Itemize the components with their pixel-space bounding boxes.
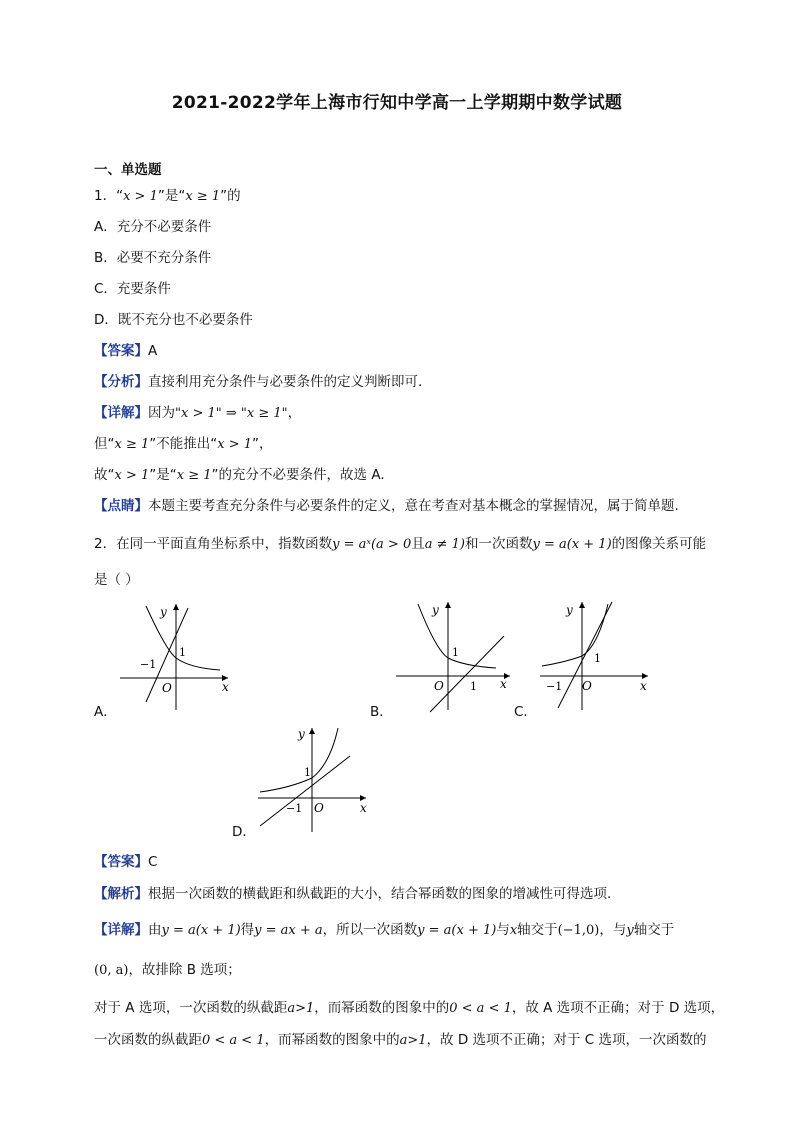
q1-answer <box>94 341 157 361</box>
q1-analysis <box>94 372 422 392</box>
q1-stem-end: ”的 <box>220 188 241 204</box>
q1-detail-3 <box>94 465 385 486</box>
q2-math-linear: y = a(x + 1) <box>532 537 612 552</box>
answer-tag: 【答案】 <box>94 343 148 359</box>
q1-option-c: C．充要条件 <box>94 281 171 297</box>
q1-detail-2 <box>94 434 273 455</box>
x-label: x <box>640 679 647 693</box>
q2-d1-b: 得 <box>240 922 255 938</box>
tick-one: 1 <box>179 646 186 659</box>
y-label: y <box>432 603 439 617</box>
tick-one: 1 <box>594 652 601 665</box>
q1-math-a: x > 1 <box>123 189 158 204</box>
tick-one: 1 <box>304 766 311 779</box>
q2-d1-y: y <box>626 923 634 938</box>
q2-d1-f3: y = a(x + 1) <box>417 923 497 938</box>
y-axis-arrow <box>445 602 451 608</box>
graph-a <box>116 598 236 714</box>
tick-neg-one: −1 <box>546 680 563 693</box>
analysis-tag: 【分析】 <box>94 374 148 390</box>
q1-detail-3-math-b: x ≥ 1 <box>176 468 212 483</box>
q1-option-b: B．必要不充分条件 <box>94 250 212 266</box>
q2-d1-f2: y = ax + a <box>254 923 323 938</box>
x-label: x <box>222 680 229 694</box>
q2-d1-a: 由 <box>148 922 162 938</box>
y-label: y <box>566 603 573 617</box>
analysis-tag: 【解析】 <box>94 886 148 902</box>
exp-curve <box>146 606 220 670</box>
q1-detail-1-post: ， <box>287 405 302 421</box>
q2-d1-f: ，与 <box>599 922 627 938</box>
page-title: 2021-2022学年上海市行知中学高一上学期期中数学试题 <box>171 93 623 113</box>
q1-number: 1． <box>94 188 117 204</box>
q1-comment <box>94 496 679 516</box>
q1-detail-1-math: "x > 1" ⇒ "x ≥ 1" <box>175 406 288 421</box>
q1-detail-2-post: ”， <box>252 436 273 452</box>
q2-math-cond: a ≠ 1) <box>424 537 465 552</box>
tick-neg-one: −1 <box>286 802 303 815</box>
q1-stem <box>94 186 241 207</box>
q2-math-exp: y = aˣ(a > 0 <box>332 537 412 552</box>
y-label: y <box>160 605 167 619</box>
q1-detail-2-pre: 但“ <box>94 436 115 452</box>
tick-one: 1 <box>452 646 459 659</box>
q2-detail-4 <box>94 1030 707 1051</box>
q2-d3-m1: a>1 <box>287 1001 315 1016</box>
y-axis-arrow <box>173 604 179 610</box>
q2-d4-c: ，故 D 选项不正确；对于 C 选项，一次函数的 <box>426 1032 707 1048</box>
graph-d-label: D． <box>232 824 256 840</box>
q1-detail-1-pre: 因为 <box>148 405 175 421</box>
graph-c <box>536 596 654 714</box>
origin-label: O <box>434 679 444 693</box>
q2-d1-point: (−1,0) <box>557 923 600 938</box>
q1-detail-3-math-a: x > 1 <box>114 468 150 483</box>
q2-d3-c: ，故 A 选项不正确；对于 D 选项， <box>511 1000 725 1016</box>
x-label: x <box>360 801 367 815</box>
q2-detail-2 <box>94 960 241 981</box>
q2-stem-post: 的图像关系可能 <box>611 536 707 552</box>
q2-analysis <box>94 884 611 904</box>
answer-tag: 【答案】 <box>94 854 148 870</box>
q2-d2-text: ，故排除 B 选项； <box>128 962 241 978</box>
graph-a-label: A． <box>94 704 117 720</box>
q2-stem-pre: 2．在同一平面直角坐标系中，指数函数 <box>94 536 333 552</box>
origin-label: O <box>314 801 324 815</box>
q1-analysis-text: 直接利用充分条件与必要条件的定义判断即可. <box>148 374 423 390</box>
q2-d2-point: (0, a) <box>94 963 129 978</box>
q2-stem-2: 是（ ） <box>94 572 139 588</box>
q2-stem-1 <box>94 534 706 555</box>
q1-detail-2-mid: ”不能推出“ <box>149 436 218 452</box>
q1-option-d: D．既不充分也不必要条件 <box>94 312 253 328</box>
q1-detail-2-math-b: x > 1 <box>217 437 253 452</box>
y-label: y <box>298 727 305 741</box>
q2-answer <box>94 852 157 872</box>
comment-tag: 【点睛】 <box>94 498 148 514</box>
q2-d1-d: 与 <box>496 922 510 938</box>
detail-tag: 【详解】 <box>94 405 148 421</box>
q2-stem-mid: 和一次函数 <box>464 536 533 552</box>
q2-analysis-text: 根据一次函数的横截距和纵截距的大小，结合幂函数的图象的增减性可得选项. <box>148 886 612 902</box>
x-label: x <box>500 677 507 691</box>
q1-stem-mid: ”是“ <box>157 188 186 204</box>
tick-one-x: 1 <box>470 680 477 693</box>
q2-d1-e: 轴交于 <box>517 922 558 938</box>
q2-d4-m2: a>1 <box>399 1033 427 1048</box>
q2-d1-f1: y = a(x + 1) <box>161 923 241 938</box>
section-heading: 一、单选题 <box>94 162 162 178</box>
q2-d1-g: 轴交于 <box>633 922 675 938</box>
q2-d4-b: ，而幂函数的图象中的 <box>264 1032 400 1048</box>
y-axis-arrow <box>309 728 315 734</box>
q2-d1-c: ，所以一次函数 <box>322 922 418 938</box>
q1-answer-value: A <box>148 343 158 359</box>
q2-answer-value: C <box>148 854 158 870</box>
linear-line <box>430 636 504 712</box>
origin-label: O <box>162 681 172 695</box>
q1-math-b: x ≥ 1 <box>185 189 221 204</box>
q1-detail-2-math-a: x ≥ 1 <box>114 437 150 452</box>
graph-c-label: C． <box>514 704 537 720</box>
q2-d3-m2: 0 < a < 1 <box>449 1001 512 1016</box>
origin-label: O <box>582 679 592 693</box>
q2-detail-3 <box>94 998 724 1019</box>
q1-detail-1 <box>94 403 301 424</box>
q2-d1-x: x <box>509 923 518 938</box>
q1-detail-3-post: ”的充分不必要条件，故选 A. <box>211 467 385 483</box>
q1-detail-3-pre: 故“ <box>94 467 115 483</box>
q2-d3-a: 对于 A 选项，一次函数的纵截距 <box>94 1000 288 1016</box>
q1-comment-text: 本题主要考查充分条件与必要条件的定义，意在考查对基本概念的掌握情况，属于简单题. <box>148 498 679 514</box>
detail-tag: 【详解】 <box>94 922 148 938</box>
q2-d4-m1: 0 < a < 1 <box>202 1033 265 1048</box>
graph-d <box>254 722 372 836</box>
q1-quote: “ <box>116 188 124 204</box>
y-axis-arrow <box>579 602 585 608</box>
q2-detail-1 <box>94 920 674 941</box>
q2-d4-a: 一次函数的纵截距 <box>94 1032 202 1048</box>
graph-b <box>392 596 518 714</box>
q1-option-a: A．充分不必要条件 <box>94 219 212 235</box>
graph-b-label: B． <box>370 704 393 720</box>
q2-stem-and: 且 <box>411 536 425 552</box>
q1-detail-3-mid: ”是“ <box>149 467 177 483</box>
tick-neg-one: −1 <box>140 658 157 671</box>
q2-d3-b: ，而幂函数的图象中的 <box>314 1000 450 1016</box>
